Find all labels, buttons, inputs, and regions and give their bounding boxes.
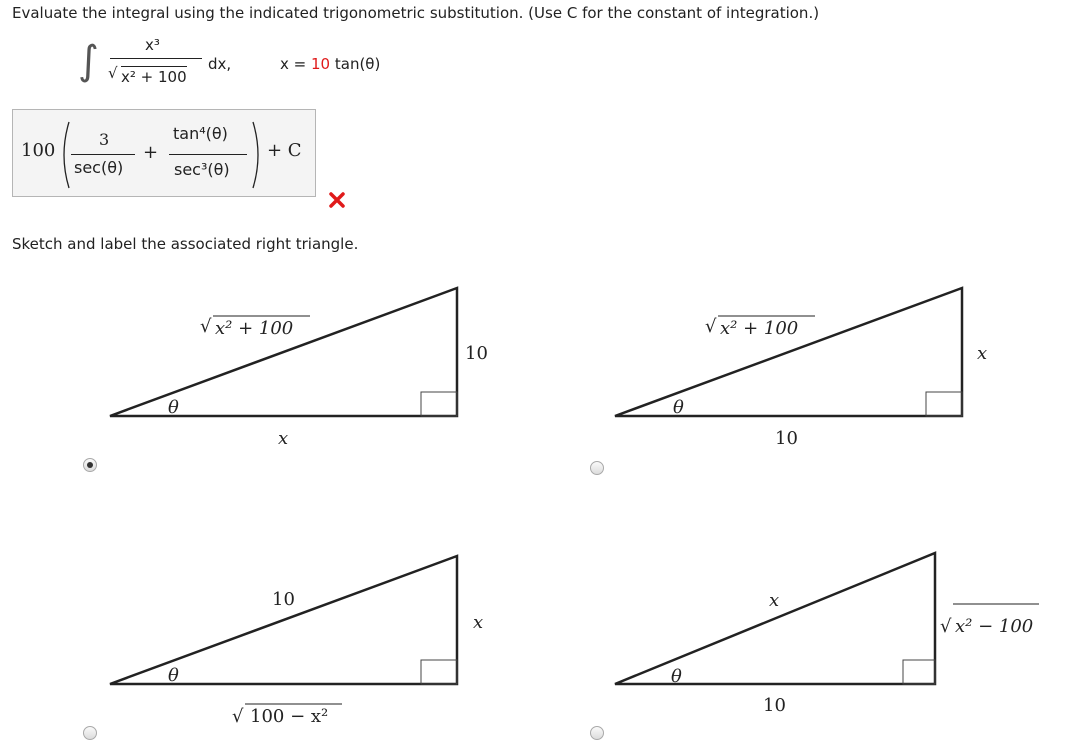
base-sqrt: √ <box>232 706 244 727</box>
angle-label: θ <box>168 665 179 686</box>
question-prompt: Evaluate the integral using the indicated trigonometric substitution. (Use C for the constant of integration.) <box>12 4 820 22</box>
radio-option-2[interactable] <box>590 461 604 475</box>
hyp-label: x² + 100 <box>720 318 799 339</box>
hyp-sqrt: √ <box>200 316 212 337</box>
triangle-prompt: Sketch and label the associated right triangle. <box>12 235 359 253</box>
substitution-function: tan(θ) <box>334 55 381 73</box>
integrand-numerator: x³ <box>145 36 160 54</box>
vert-label: x <box>977 343 988 364</box>
triangle-diagram-3 <box>100 550 520 730</box>
substitution-coefficient: 10 <box>311 55 331 73</box>
term2-numerator: tan⁴(θ) <box>173 124 228 143</box>
hyp-sqrt: √ <box>705 316 717 337</box>
substitution <box>280 55 380 73</box>
angle-label: θ <box>671 666 682 687</box>
radio-option-4[interactable] <box>590 726 604 740</box>
radio-option-3[interactable] <box>83 726 97 740</box>
term1-numerator: 3 <box>99 130 110 149</box>
hyp-label: x <box>769 590 780 611</box>
vert-label: x² − 100 <box>955 616 1034 637</box>
base-label: 10 <box>775 428 798 449</box>
radio-selected-dot <box>87 462 93 468</box>
plus-sign: + <box>143 142 159 163</box>
sqrt-symbol: √ <box>108 64 118 82</box>
base-label: 10 <box>763 695 786 716</box>
triangle-diagram-1 <box>100 280 520 455</box>
triangle-diagram-2 <box>605 280 1025 455</box>
answer-coefficient: 100 <box>21 140 56 161</box>
vert-label: 10 <box>465 343 488 364</box>
answer-input-box[interactable] <box>12 109 316 197</box>
substitution-lhs: x = <box>280 55 307 73</box>
integrand-denominator <box>121 66 187 86</box>
angle-label: θ <box>168 397 179 418</box>
dx-label: dx, <box>208 55 232 73</box>
term1-denominator: sec(θ) <box>74 158 124 177</box>
base-label: x <box>278 428 289 449</box>
integral-sign: ∫ <box>78 38 99 84</box>
denominator-text: x² + 100 <box>121 68 187 86</box>
vert-label: x <box>473 612 484 633</box>
angle-label: θ <box>673 397 684 418</box>
hyp-label: 10 <box>272 589 295 610</box>
triangle-diagram-4 <box>605 550 1045 730</box>
constant-c: + C <box>267 140 302 161</box>
base-label: 100 − x² <box>250 706 329 727</box>
hyp-label: x² + 100 <box>215 318 294 339</box>
x-mark-icon <box>329 192 345 208</box>
term2-denominator: sec³(θ) <box>174 160 230 179</box>
radio-option-1[interactable] <box>83 458 97 472</box>
left-paren <box>57 120 71 190</box>
vert-sqrt: √ <box>940 616 952 637</box>
right-paren <box>251 120 265 190</box>
